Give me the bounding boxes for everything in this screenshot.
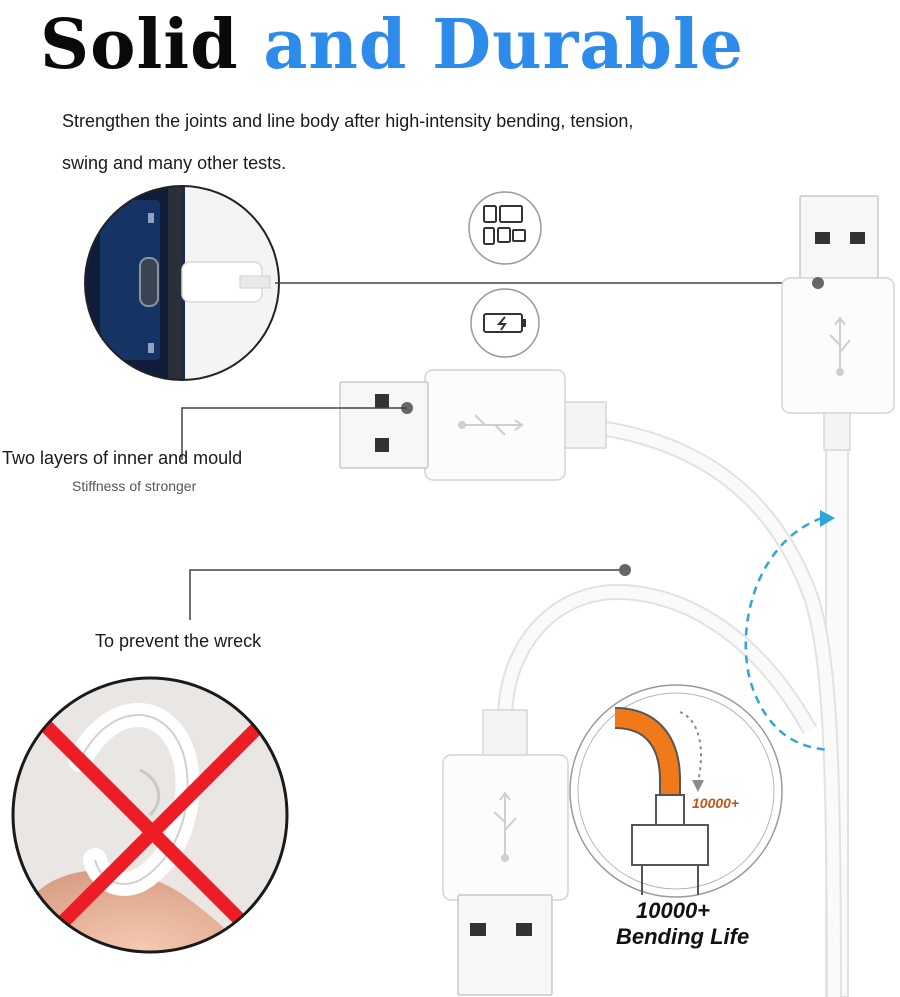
wreck-label: To prevent the wreck <box>95 631 262 651</box>
top-usb-connector <box>782 196 894 413</box>
phone-port-closeup <box>60 170 279 400</box>
description-line-1: Strengthen the joints and line body after high-intensity bending, tension, <box>62 111 634 131</box>
headline <box>40 0 900 90</box>
devices-icon <box>469 192 541 264</box>
middle-usb-connector <box>340 370 834 997</box>
bending-test-diagram <box>570 685 782 897</box>
bending-life-count: 10000+ <box>636 898 711 923</box>
wreck-prohibited-illustration <box>10 670 300 980</box>
bending-life-caption: Bending Life <box>616 924 750 949</box>
wreck-callout-dot <box>619 564 631 576</box>
headline-word-solid: Solid <box>40 5 239 85</box>
inner-mould-label: Two layers of inner and mould <box>2 448 243 468</box>
inner-mould-sublabel: Stiffness of stronger <box>72 478 197 494</box>
headline-word-durable: and Durable <box>263 5 745 85</box>
bending-diagram-count: 10000+ <box>692 795 740 811</box>
charging-battery-icon <box>471 289 539 357</box>
description-line-2: swing and many other tests. <box>62 153 287 173</box>
bottom-usb-connector <box>443 710 568 995</box>
